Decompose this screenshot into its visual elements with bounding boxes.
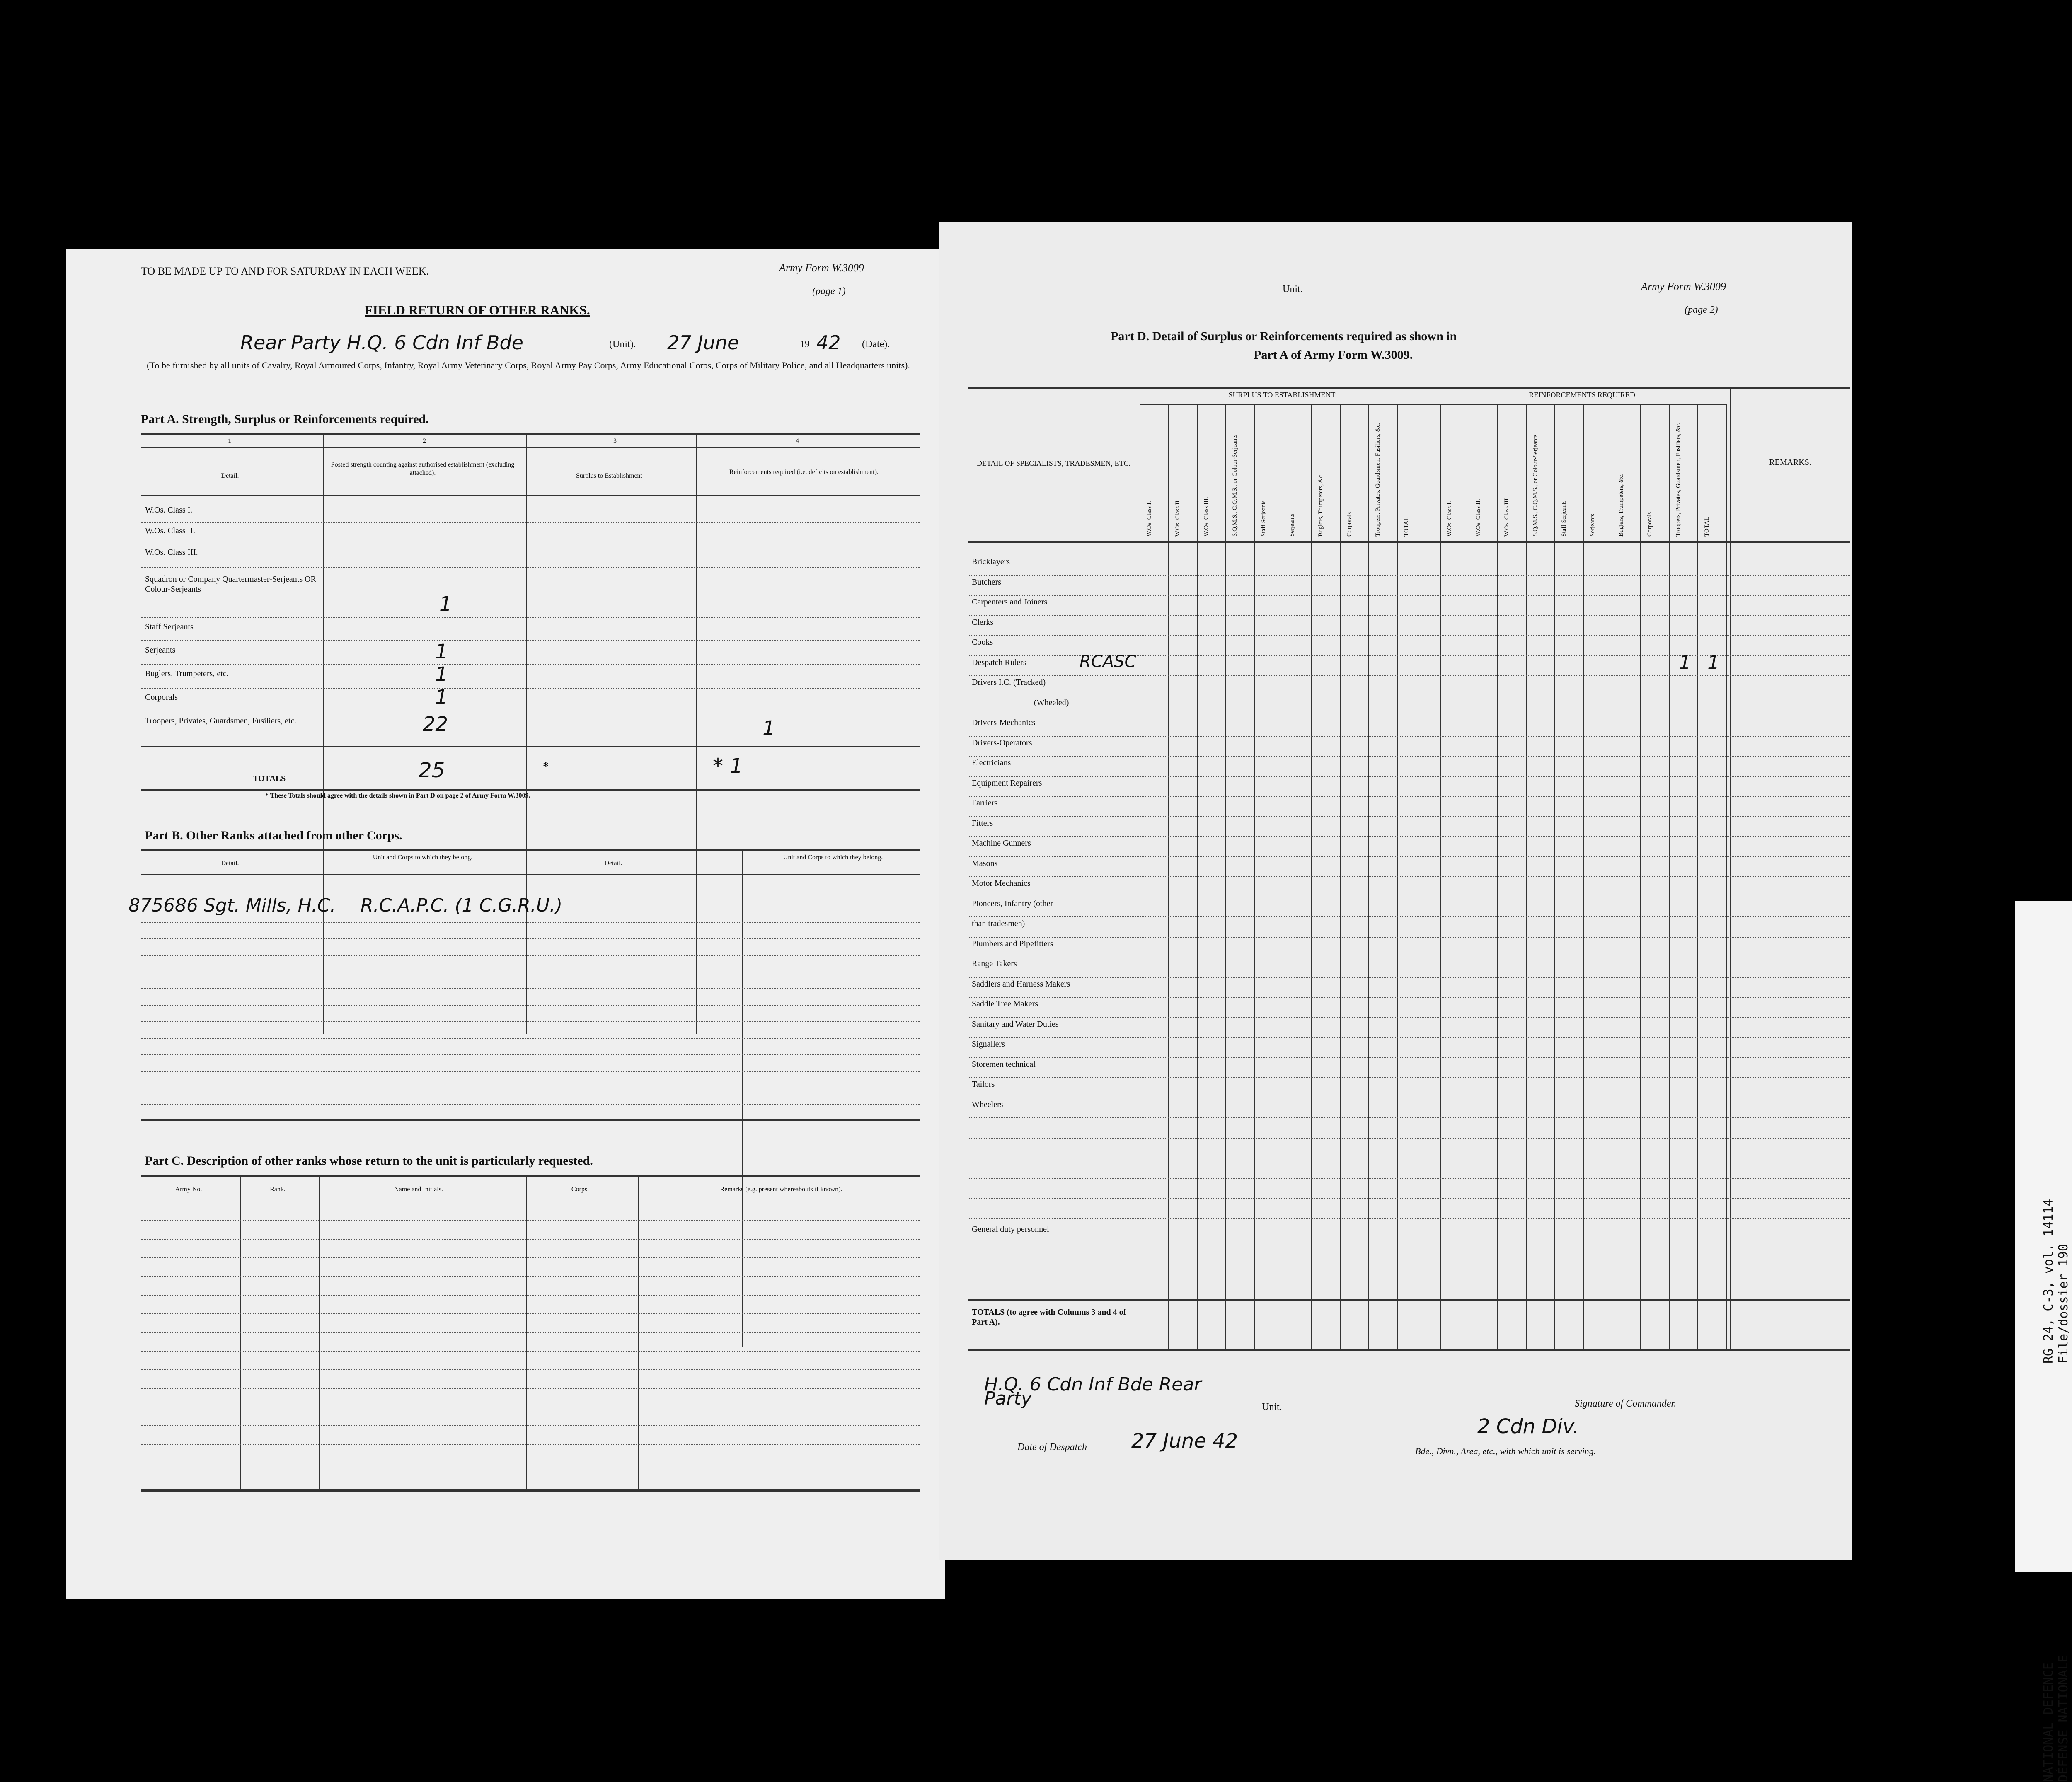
rank-column-header: W.Os. Class I.: [1446, 501, 1453, 537]
rank-column-header: Serjeants: [1589, 514, 1596, 537]
trade-label: than tradesmen): [972, 919, 1025, 928]
trade-label: Masons: [972, 858, 998, 868]
total-surplus: *: [543, 760, 549, 773]
rank-column-header: Troopers, Privates, Guardsmen, Fusiliers, &c.: [1675, 423, 1682, 537]
part-b-col-detail-1: Detail.: [221, 860, 239, 867]
despatch-value: 27 June 42: [1131, 1429, 1238, 1453]
part-c-col-rank: Rank.: [270, 1186, 286, 1193]
rank-column-header: Buglers, Trumpeters, &c.: [1617, 473, 1624, 537]
general-duty-label: General duty personnel: [972, 1224, 1049, 1234]
unit-value: Rear Party H.Q. 6 Cdn Inf Bde: [240, 331, 523, 354]
trade-label: Drivers I.C. (Tracked): [972, 678, 1046, 687]
reinf-group-header: REINFORCEMENTS REQUIRED.: [1529, 391, 1637, 399]
trade-label: Motor Mechanics: [972, 879, 1031, 888]
part-a-col-surplus: Surplus to Establishment: [576, 472, 642, 479]
trade-label: Plumbers and Pipefitters: [972, 939, 1053, 948]
trade-label: Cooks: [972, 638, 993, 647]
date-label: (Date).: [862, 339, 890, 350]
part-d-heading-2: Part A of Army Form W.3009.: [1254, 348, 1413, 362]
totals-label: TOTALS: [253, 774, 286, 783]
rank-column-header: Corporals: [1646, 512, 1653, 537]
trade-label: Storemen technical: [972, 1059, 1036, 1069]
trade-label: Signallers: [972, 1040, 1005, 1049]
rank-column-header: TOTAL: [1403, 517, 1410, 537]
trade-label: Drivers-Mechanics: [972, 718, 1036, 727]
part-b-entry-detail: 875686 Sgt. Mills, H.C.: [128, 895, 336, 916]
col-number-2: 2: [423, 438, 426, 445]
row-detail-wo1: W.Os. Class I.: [145, 505, 193, 515]
row-strength-cqms: 1: [439, 592, 452, 616]
part-a-heading: Part A. Strength, Surplus or Reinforcements required.: [141, 412, 429, 426]
trade-label: Wheelers: [972, 1100, 1003, 1109]
department-lines: [2041, 1119, 2071, 1782]
trade-label: Clerks: [972, 617, 994, 627]
p2-page-label: (page 2): [1685, 305, 1718, 315]
form-page-1: [66, 249, 945, 1599]
trade-label: Farriers: [972, 798, 998, 808]
part-c-col-corps: Corps.: [571, 1186, 589, 1193]
col-number-3: 3: [613, 438, 617, 445]
row-reinf-troopers: 1: [762, 717, 775, 740]
furnish-note: (To be furnished by all units of Cavalry, Royal Armoured Corps, Infantry, Royal Army Veterinary Corps, Royal Army Pay Corps, Army Educational Corps, Corps of Military Police, and all Headquarters units).: [147, 360, 910, 370]
rank-column-header: Corporals: [1346, 512, 1353, 537]
trade-label: Sanitary and Water Duties: [972, 1019, 1059, 1029]
trade-label: Drivers-Operators: [972, 738, 1032, 747]
part-a-footnote: * These Totals should agree with the details shown in Part D on page 2 of Army Form W.3009.: [265, 792, 530, 799]
row-detail-wo3: W.Os. Class III.: [145, 548, 198, 557]
header-instruction: TO BE MADE UP TO AND FOR SATURDAY IN EACH WEEK.: [141, 265, 429, 277]
date-value: 27 June: [667, 331, 739, 354]
trade-label: Pioneers, Infantry (other: [972, 899, 1053, 908]
part-b-col-unit-1: Unit and Corps to which they belong.: [373, 854, 473, 861]
part-c-heading: Part C. Description of other ranks whose return to the unit is particularly requested.: [145, 1154, 593, 1168]
row-strength-buglers: 1: [435, 663, 448, 686]
rank-column-header: S.Q.M.S., C.Q.M.S., or Colour-Serjeants: [1532, 435, 1539, 537]
row-detail-troopers: Troopers, Privates, Guardsmen, Fusiliers, etc.: [145, 716, 297, 725]
p2-unit-label: Unit.: [1283, 284, 1303, 295]
part-b-entry-unit: R.C.A.P.C. (1 C.G.R.U.): [361, 895, 563, 916]
rank-column-header: W.Os. Class II.: [1174, 499, 1181, 537]
rank-column-header: Serjeants: [1288, 514, 1295, 537]
serving-value: 2 Cdn Div.: [1477, 1415, 1579, 1438]
despatch-riders-reinf-total: 1: [1707, 651, 1720, 674]
part-c-col-remarks: Remarks (e.g. present whereabouts if known).: [720, 1186, 842, 1193]
rank-column-header: Staff Serjeants: [1560, 500, 1567, 537]
trade-label: Range Takers: [972, 959, 1017, 968]
dept-line-2: DÉFENSE NATIONALE: [2056, 1654, 2071, 1782]
part-c-col-army-no: Army No.: [175, 1186, 202, 1193]
row-detail-corporals: Corporals: [145, 693, 178, 702]
footer-unit-value: H.Q. 6 Cdn Inf Bde Rear Party: [984, 1374, 1202, 1409]
remarks-header: REMARKS.: [1769, 458, 1811, 467]
rank-column-header: W.Os. Class III.: [1503, 497, 1510, 537]
rank-column-header: S.Q.M.S., C.Q.M.S., or Colour-Serjeants: [1231, 435, 1238, 537]
rank-column-header: W.Os. Class II.: [1474, 499, 1481, 537]
form-name: Army Form W.3009: [779, 262, 864, 274]
trade-label: Saddle Tree Makers: [972, 999, 1038, 1008]
footer-unit-label: Unit.: [1262, 1402, 1282, 1412]
row-strength-sjts: 1: [435, 640, 448, 663]
part-b-col-unit-2: Unit and Corps to which they belong.: [783, 854, 883, 861]
row-strength-troopers: 22: [423, 713, 448, 736]
trade-label: Saddlers and Harness Makers: [972, 979, 1070, 989]
part-a-col-detail: Detail.: [221, 472, 239, 479]
trade-label: Fitters: [972, 818, 993, 828]
col-number-4: 4: [796, 438, 799, 445]
p2-form-name: Army Form W.3009: [1641, 280, 1726, 293]
dept-line-1: NATIONAL DEFENCE: [2041, 1662, 2056, 1782]
row-detail-buglers: Buglers, Trumpeters, etc.: [145, 669, 229, 678]
rank-column-header: Staff Serjeants: [1260, 500, 1267, 537]
part-a-col-reinf: Reinforcements required (i.e. deficits on establishment).: [729, 469, 879, 476]
year-prefix: 19: [800, 339, 810, 350]
detail-header: DETAIL OF SPECIALISTS, TRADESMEN, ETC.: [976, 459, 1131, 467]
trade-label: Butchers: [972, 577, 1002, 587]
trade-label: Bricklayers: [972, 557, 1010, 566]
rank-column-header: W.Os. Class I.: [1145, 501, 1152, 537]
part-d-totals-label: TOTALS (to agree with Columns 3 and 4 of Part A).: [972, 1308, 1126, 1327]
row-detail-staff-sjts: Staff Serjeants: [145, 622, 194, 631]
ref-line-1: RG 24, C-3, vol. 14114: [2041, 1199, 2056, 1364]
row-detail-cqms: Squadron or Company Quartermaster-Serjeants OR Colour-Serjeants: [145, 575, 316, 594]
trade-label: Equipment Repairers: [972, 778, 1042, 788]
rank-column-header: TOTAL: [1703, 517, 1710, 537]
part-c-col-name: Name and Initials.: [394, 1186, 443, 1193]
form-title: FIELD RETURN OF OTHER RANKS.: [365, 302, 590, 317]
part-d-heading-1: Part D. Detail of Surplus or Reinforcements required as shown in: [1111, 329, 1457, 343]
trade-label: Electricians: [972, 758, 1011, 767]
row-strength-corporals: 1: [435, 686, 448, 709]
row-detail-sjts: Serjeants: [145, 646, 176, 655]
total-reinf: * 1: [713, 754, 743, 778]
part-b-col-detail-2: Detail.: [604, 860, 622, 867]
trade-label: Carpenters and Joiners: [972, 597, 1048, 607]
surplus-group-header: SURPLUS TO ESTABLISHMENT.: [1228, 391, 1337, 399]
ref-line-2: File/dossier 190: [2056, 1244, 2071, 1364]
reference-stamp: [2015, 901, 2072, 1782]
despatch-label: Date of Despatch: [1017, 1442, 1087, 1453]
part-a-col-strength: Posted strength counting against authorised establishment (excluding attached).: [331, 461, 515, 476]
trade-label: Despatch Riders: [972, 658, 1026, 667]
rank-column-header: Troopers, Privates, Guardsmen, Fusiliers, &c.: [1374, 423, 1381, 537]
despatch-riders-reinf-troopers: 1: [1679, 651, 1691, 674]
serving-label: Bde., Divn., Area, etc., with which unit is serving.: [1415, 1446, 1596, 1456]
col-number-1: 1: [228, 438, 231, 445]
total-strength: 25: [419, 758, 445, 782]
year-value: 42: [816, 331, 841, 354]
despatch-riders-unit-annotation: RCASC: [1080, 652, 1136, 671]
unit-label: (Unit).: [609, 339, 636, 350]
row-detail-wo2: W.Os. Class II.: [145, 526, 195, 535]
rank-column-header: Buglers, Trumpeters, &c.: [1317, 473, 1324, 537]
rank-column-header: W.Os. Class III.: [1203, 497, 1210, 537]
part-b-heading: Part B. Other Ranks attached from other Corps.: [145, 829, 402, 842]
trade-label: Tailors: [972, 1080, 995, 1089]
trade-label: Machine Gunners: [972, 839, 1031, 848]
page-label: (page 1): [812, 286, 846, 297]
form-page-2: [939, 222, 1852, 1560]
trade-label: (Wheeled): [1034, 698, 1069, 707]
signature-label: Signature of Commander.: [1575, 1398, 1677, 1409]
